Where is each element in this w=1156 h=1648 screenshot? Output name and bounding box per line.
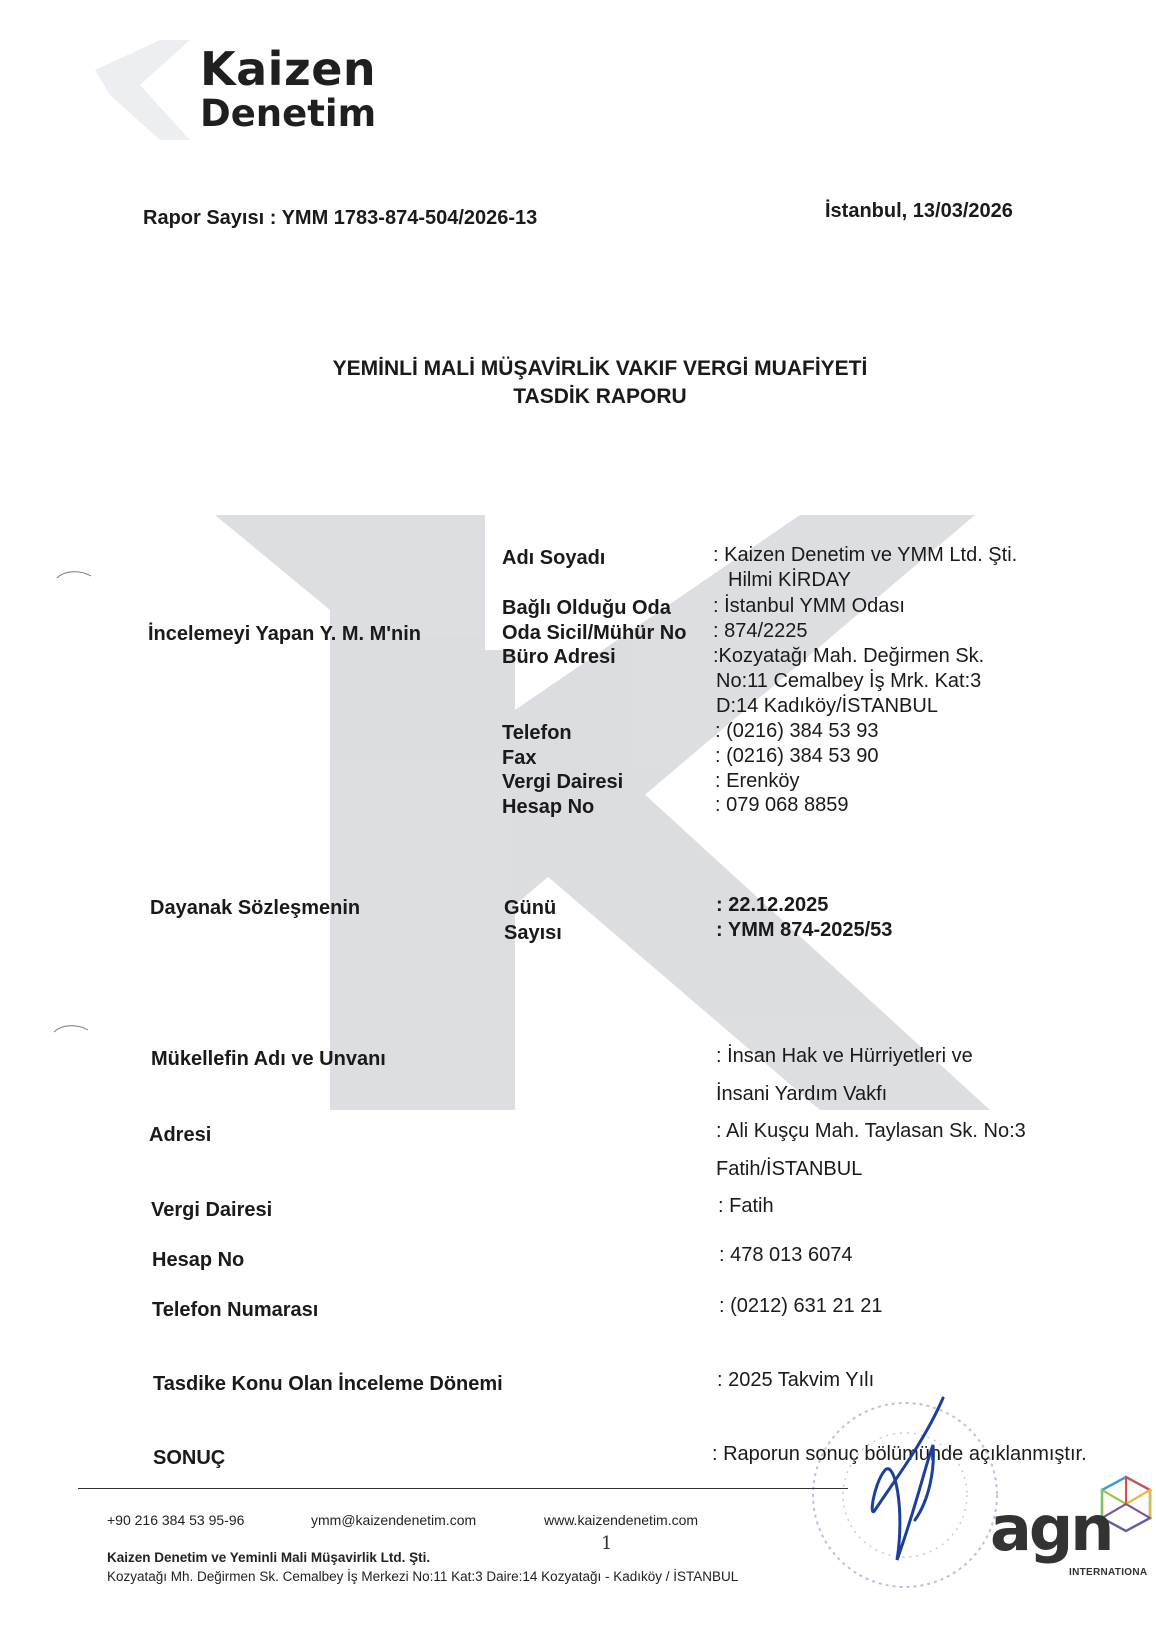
footer-web: www.kaizendenetim.com <box>544 1512 699 1528</box>
taxpayer-address-value-1: : Ali Kuşçu Mah. Taylasan Sk. No:3 <box>716 1120 1026 1142</box>
taxpayer-name-value-2: İnsani Yardım Vakfı <box>716 1083 888 1105</box>
phone-value: : (0216) 384 53 93 <box>715 720 879 742</box>
examiner-tax-office-label: Vergi Dairesi <box>502 771 624 793</box>
footer-divider <box>78 1488 848 1489</box>
taxpayer-phone-label: Telefon Numarası <box>152 1299 319 1321</box>
logo-line-1: Kaizen <box>200 42 377 96</box>
examiner-tax-office-value: : Erenköy <box>715 770 800 792</box>
contract-number-label: Sayısı <box>504 922 562 944</box>
fax-label: Fax <box>502 747 537 769</box>
taxpayer-account-value: : 478 013 6074 <box>719 1244 853 1266</box>
chamber-value: : İstanbul YMM Odası <box>713 595 905 617</box>
signature-icon <box>855 1390 965 1570</box>
taxpayer-name-label: Mükellefin Adı ve Unvanı <box>151 1048 386 1070</box>
fax-value: : (0216) 384 53 90 <box>715 745 879 767</box>
footer-phone: +90 216 384 53 95-96 <box>107 1512 245 1528</box>
registry-label: Oda Sicil/Mühür No <box>502 622 687 644</box>
chamber-label: Bağlı Olduğu Oda <box>502 597 671 619</box>
margin-mark-1 <box>55 568 95 582</box>
agn-logo-sub: INTERNATIONA <box>1069 1567 1148 1578</box>
contract-date-label: Günü <box>504 897 557 919</box>
taxpayer-tax-office-label: Vergi Dairesi <box>151 1199 273 1221</box>
taxpayer-phone-value: : (0212) 631 21 21 <box>719 1295 883 1317</box>
office-value-2: No:11 Cemalbey İş Mrk. Kat:3 <box>716 670 982 692</box>
footer-company: Kaizen Denetim ve Yeminli Mali Müşavirlik Ltd. Şti. <box>107 1550 431 1565</box>
examiner-section-label: İncelemeyi Yapan Y. M. M'nin <box>148 623 422 645</box>
name-value-1: : Kaizen Denetim ve YMM Ltd. Şti. <box>713 544 1018 566</box>
period-value: : 2025 Takvim Yılı <box>717 1369 875 1391</box>
margin-mark-2 <box>52 1022 92 1036</box>
company-logo <box>200 44 376 134</box>
phone-label: Telefon <box>502 722 572 744</box>
office-value-3: D:14 Kadıköy/İSTANBUL <box>716 695 938 717</box>
taxpayer-tax-office-value: : Fatih <box>718 1195 774 1217</box>
title-line-1: YEMİNLİ MALİ MÜŞAVİRLİK VAKIF VERGİ MUAFİYETİ <box>332 357 868 380</box>
examiner-account-value: : 079 068 8859 <box>715 794 849 816</box>
taxpayer-address-label: Adresi <box>149 1124 212 1146</box>
taxpayer-address-value-2: Fatih/İSTANBUL <box>716 1158 863 1180</box>
contract-date-value: : 22.12.2025 <box>716 894 829 916</box>
name-label: Adı Soyadı <box>502 547 606 569</box>
taxpayer-account-label: Hesap No <box>152 1249 245 1271</box>
contract-number-value: : YMM 874-2025/53 <box>716 919 893 941</box>
document-title <box>250 357 950 409</box>
result-value: : Raporun sonuç bölümünde açıklanmıştır. <box>712 1443 1087 1465</box>
logo-line-2: Denetim <box>200 92 377 135</box>
taxpayer-name-value-1: : İnsan Hak ve Hürriyetleri ve <box>716 1045 973 1067</box>
office-label: Büro Adresi <box>502 646 616 668</box>
agn-logo-text: agn <box>990 1492 1112 1565</box>
contract-section-label: Dayanak Sözleşmenin <box>150 897 361 919</box>
report-number: Rapor Sayısı : YMM 1783-874-504/2026-13 <box>143 207 538 229</box>
place-date: İstanbul, 13/03/2026 <box>825 200 1013 222</box>
page-number: 1 <box>601 1533 613 1554</box>
office-value-1: :Kozyatağı Mah. Değirmen Sk. <box>713 645 985 667</box>
footer-email: ymm@kaizendenetim.com <box>311 1512 477 1528</box>
title-line-2: TASDİK RAPORU <box>513 385 687 408</box>
period-label: Tasdike Konu Olan İnceleme Dönemi <box>153 1373 503 1395</box>
footer-address: Kozyatağı Mh. Değirmen Sk. Cemalbey İş Merkezi No:11 Kat:3 Daire:14 Kozyatağı - Kadıköy / İSTANBUL <box>107 1569 739 1584</box>
result-label: SONUÇ <box>153 1447 226 1469</box>
examiner-account-label: Hesap No <box>502 796 595 818</box>
registry-value: : 874/2225 <box>713 620 808 642</box>
name-value-2: Hilmi KİRDAY <box>728 569 851 591</box>
